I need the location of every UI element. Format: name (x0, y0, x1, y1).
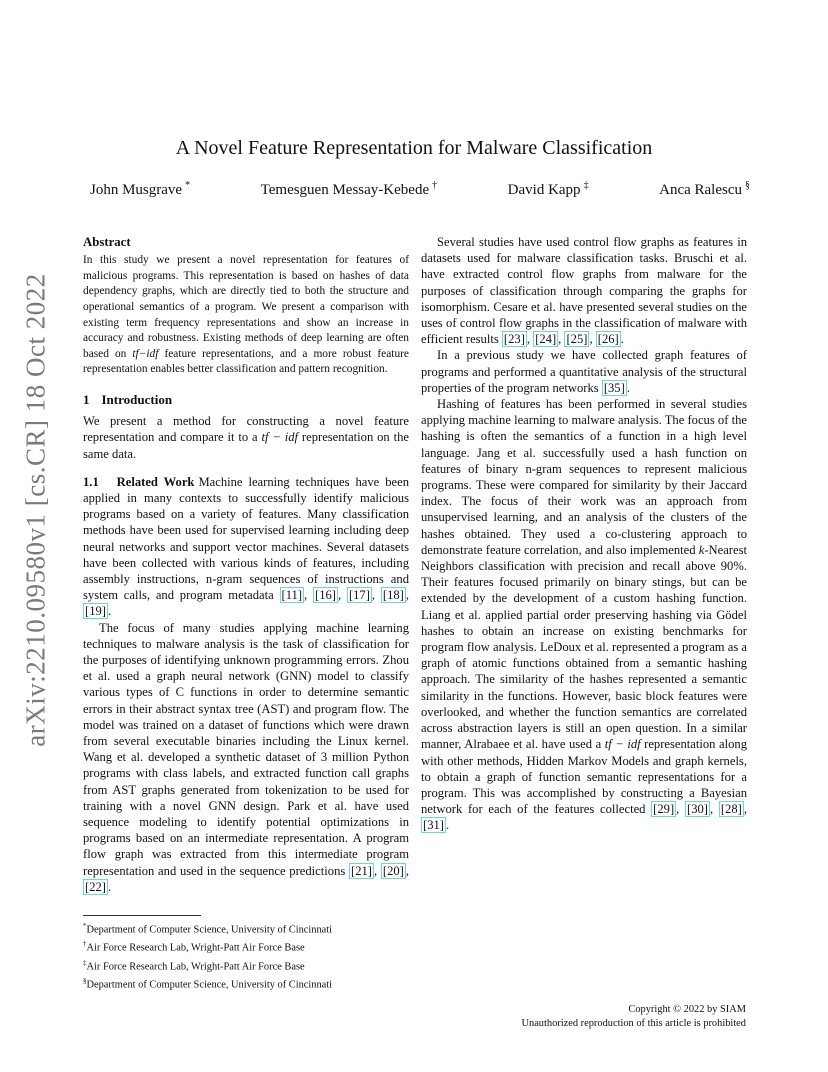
citation-link[interactable]: [23] (503, 332, 525, 347)
footnote: *Department of Computer Science, University of Cincinnati (83, 922, 333, 936)
left-column (83, 234, 409, 895)
copyright-line: Copyright © 2022 by SIAM (628, 1004, 746, 1015)
author: David Kapp ‡ (507, 180, 589, 198)
copyright-notice (522, 1003, 747, 1031)
citation-link[interactable]: [30] (687, 802, 708, 817)
arxiv-identifier: arXiv:2210.09580v1 [cs.CR] 18 Oct 2022 (20, 273, 51, 747)
body-paragraph: Hashing of features has been performed in several studies applying machine learning to malware analysis. The focus of the hashing is often the semantics of a function in a high level language. Jang et al. successfully used a hash function on features of binary n-gram sequences to represent malicious programs. These were compared for similarity by their Jaccard index. The focus of their work was an approach from unsupervised learning, and an analysis of the clusters of the hashes obtained. They used a co-clustering approach to demonstrate feature correlation, and also implemented k-Nearest Neighbors classification with precision and recall above 90%. Their features focused primarily on binary stings, but can be extended by the development of a custom hashing function. Liang et al. applied partial order preserving hashing via Gödel hashes to obtain an increase on existing benchmarks for program flow analysis. LeDoux et al. represented a program as a graph of atomic functions obtained from a semantic hashing approach. The similarity of the hashes represented a semantic similarity in the functions. However, basic block features were overlooked, and whether the function semantics are correlated across abstraction layers is still an open question. In a similar manner, Alrabaee et al. have used a tf − idf representation along with other methods, Hidden Markov Models and graph kernels, to obtain a graph of function semantic representations for a program. This was accomplished by constructing a Bayesian network for each of the features collected [29] , [30] , [28] , [31] . (421, 397, 748, 833)
citation-link[interactable]: [17] (348, 588, 370, 603)
subsection-heading-related-work: 1.1 Related Work (83, 474, 195, 489)
author: Temesguen Messay-Kebede † (260, 180, 438, 198)
citation-link[interactable]: [28] (720, 802, 742, 817)
citation-link[interactable]: [24] (535, 332, 557, 347)
footnotes (83, 915, 409, 993)
citation-link[interactable]: [21] (351, 863, 372, 878)
paper-title: A Novel Feature Representation for Malware Classification (175, 137, 653, 159)
citation-link[interactable]: [19] (85, 604, 106, 619)
citation-link[interactable]: [35] (603, 380, 625, 395)
related-work-paragraph: 1.1 Related Work Machine learning techniques have been applied in many contexts to successfully identify malicious programs based on a variety of features. Many classification methods have been used for supervised learning including deep neural networks and support vector machines. Several datasets have been collected with various kinds of features, including assembly instructions, n-gram sequences of instructions and system calls, and program metadata [11] , [16] , [17] , [18] , [19] . (83, 474, 410, 619)
reproduction-notice: Unauthorized reproduction of this article is prohibited (521, 1018, 746, 1029)
author: John Musgrave * (90, 180, 191, 198)
right-column (421, 234, 747, 834)
citation-link[interactable]: [16] (315, 588, 336, 603)
body-paragraph: Several studies have used control flow graphs as features in datasets used for malware classification tasks. Bruschi et al. have extracted control flow graphs from malware for the purposes of classification through comparing the graphs for isomorphism. Cesare et al. have presented several studies on the uses of control flow graphs in the classification of malware with efficient results [23] , [24] , [25] , [26] . (421, 235, 747, 347)
citation-link[interactable]: [31] (423, 818, 444, 833)
citation-link[interactable]: [25] (566, 332, 588, 347)
citation-link[interactable]: [18] (382, 588, 404, 603)
author: Anca Ralescu § (659, 180, 750, 198)
footnote: †Air Force Research Lab, Wright-Patt Air Force Base (83, 940, 305, 954)
body-paragraph: The focus of many studies applying machine learning techniques to malware analysis is the task of classification for the purposes of identifying unknown programming errors. Zhou et al. used a graph neural network (GNN) model to classify various types of C functions in order to determine semantic errors in their abstract syntax tree (AST) and program flow. The model was trained on a dataset of functions which were drawn from several executable binaries including the Linux kernel. Wang et al. developed a synthetic dataset of 3 million Python programs with class labels, and extracted function call graphs from AST graphs generated from tokenization to be used for training with a novel GNN design. Park et al. have used sequence modeling to identify potential optimizations in programs based on an intermediate representation. A program flow graph was extracted from this intermediate program representation and used in the sequence predictions [21] , [20] , [22] . (83, 620, 410, 894)
citation-link[interactable]: [22] (85, 879, 106, 894)
citation-link[interactable]: [20] (382, 863, 404, 878)
footnote: §Department of Computer Science, University of Cincinnati (83, 977, 333, 991)
footnote: ‡Air Force Research Lab, Wright-Patt Air Force Base (83, 958, 305, 973)
citation-link[interactable]: [11] (281, 588, 303, 603)
citation-link[interactable]: [29] (653, 802, 675, 817)
footnote-rule (83, 915, 201, 916)
section-heading-introduction: 1 Introduction (83, 391, 173, 407)
body-paragraph: In a previous study we have collected graph features of programs and performed a quantitative analysis of the structural properties of the program networks [35] . (421, 348, 747, 395)
author-list (90, 180, 750, 199)
abstract-heading: Abstract (83, 235, 131, 249)
arxiv-sidebar-stamp (14, 273, 58, 747)
citation-link[interactable]: [26] (597, 332, 619, 347)
abstract-text: In this study we present a novel representation for features of malicious programs. This representation is based on hashes of data dependency graphs, which are directly tied to both the structure and operational semantics of a program. We present a comparison with existing term frequency representations and show an increase in accuracy and robustness. Existing methods of deep learning are often based on tf−idf feature representations, and a more robust feature representation enables better classification and pattern recognition. (83, 254, 409, 376)
intro-paragraph: We present a method for constructing a novel feature representation and compare it to a tf − idf representation on the same data. (83, 414, 409, 461)
